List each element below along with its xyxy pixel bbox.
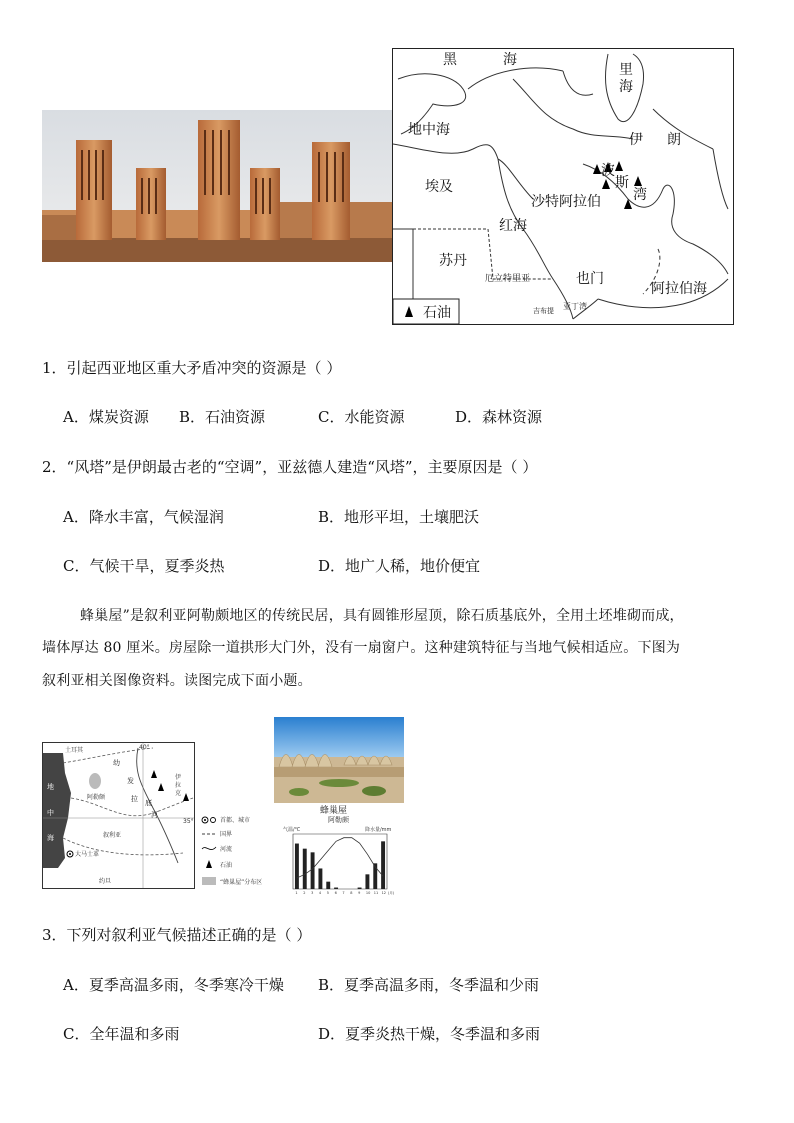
- syria-map-med-2: 中: [47, 809, 54, 817]
- syria-map-lon: 40°: [139, 744, 150, 751]
- legend-river-label: 河流: [220, 846, 233, 853]
- syria-map-iraq-3: 克: [175, 790, 182, 797]
- map-label-egypt: 埃及: [425, 179, 453, 195]
- q1-option-d[interactable]: D．森林资源: [455, 408, 543, 426]
- legend-beehive-label: “蜂巢屋”分布区: [220, 879, 263, 886]
- syria-map-damascus: 大马士革: [75, 851, 100, 858]
- map-label-black-sea-2: 海: [503, 52, 517, 68]
- syria-map-med-3: 海: [47, 834, 54, 842]
- syria-map-aleppo: 阿勒颇: [87, 794, 106, 801]
- map-label-iran-1: 伊: [629, 132, 643, 148]
- q3-option-a[interactable]: A．夏季高温多雨，冬季寒冷干燥: [63, 976, 284, 994]
- legend-border-label: 国界: [220, 831, 233, 838]
- map-label-gulf-2: 斯: [615, 175, 629, 191]
- month-tick-label: 3: [311, 891, 314, 895]
- map-label-black-sea-1: 黑: [443, 52, 457, 68]
- map-label-djibouti: 吉布提: [533, 307, 554, 315]
- precip-bar: [295, 844, 299, 889]
- map-label-saudi: 沙特阿拉伯: [531, 194, 601, 210]
- map-label-sudan: 苏丹: [439, 253, 467, 269]
- month-tick-label: 7: [342, 891, 345, 895]
- syria-map-syria: 叙利亚: [103, 832, 122, 839]
- precip-bar: [318, 868, 322, 889]
- chart-right-unit: 降水量/mm: [365, 827, 392, 833]
- q2-option-a[interactable]: A．降水丰富，气候湿润: [63, 508, 224, 526]
- month-tick-label: 5: [326, 891, 329, 895]
- windcatcher-photo: [42, 110, 392, 262]
- q3-option-b[interactable]: B．夏季高温多雨，冬季温和少雨: [318, 976, 540, 994]
- month-tick-label: 4: [318, 891, 322, 895]
- temperature-line: [297, 838, 383, 878]
- syria-map: [42, 742, 195, 889]
- q3-option-d[interactable]: D．夏季炎热干燥，冬季温和多雨: [318, 1025, 541, 1043]
- precip-bar: [381, 841, 385, 889]
- syria-map-iraq-2: 拉: [175, 782, 182, 789]
- map-label-yemen: 也门: [576, 271, 604, 287]
- q3-option-c[interactable]: C．全年温和多雨: [63, 1025, 180, 1043]
- syria-map-euphrates-3: 拉: [131, 795, 138, 803]
- map-label-arabian-sea: 阿拉伯海: [651, 281, 707, 297]
- legend-oil-icon: [206, 860, 212, 868]
- map-label-eritrea: 厄立特里亚: [485, 274, 531, 284]
- q2-option-d[interactable]: D．地广人稀，地价便宜: [318, 557, 481, 575]
- passage-line-2: 墙体厚达 80 厘米。房屋除一道拱形大门外，没有一扇窗户。这种建筑特征与当地气候相适应。下图为: [42, 640, 681, 656]
- chart-frame: [293, 834, 387, 889]
- precip-bar: [334, 888, 338, 889]
- syria-map-med-1: 地: [47, 783, 54, 791]
- syria-map-iraq-1: 伊: [175, 774, 182, 781]
- syria-map-euphrates-5: 河: [151, 811, 158, 819]
- precip-bar: [358, 888, 362, 889]
- map-label-gulf-3: 湾: [633, 187, 647, 203]
- month-tick-label: 8: [350, 891, 353, 895]
- map-label-gulf-1: 波: [601, 163, 615, 179]
- q2-stem: 2．“风塔”是伊朗最古老的“空调”，亚兹德人建造“风塔”，主要原因是（ ）: [42, 458, 538, 476]
- map-legend-oil: 石油: [423, 305, 451, 321]
- beehive-house-photo: [274, 717, 404, 803]
- precip-bar: [311, 852, 315, 889]
- syria-legend: [200, 814, 275, 892]
- syria-map-euphrates-1: 幼: [113, 759, 120, 767]
- chart-title: 阿勒颇: [328, 816, 349, 824]
- month-tick-label: 6: [334, 891, 337, 895]
- syria-map-turkey: 土耳其: [65, 747, 84, 754]
- precip-bar: [303, 849, 307, 889]
- beehive-caption: 蜂巢屋: [320, 806, 348, 816]
- syria-map-lat: 35°: [183, 818, 194, 825]
- q3-stem: 3．下列对叙利亚气候描述正确的是（ ）: [42, 926, 312, 944]
- west-asia-map: [392, 48, 734, 325]
- month-tick-label: 9: [358, 891, 361, 895]
- syria-map-jordan: 约旦: [99, 878, 112, 885]
- month-tick-label: 12: [381, 891, 387, 895]
- q1-option-c[interactable]: C．水能资源: [318, 408, 405, 426]
- q1-option-b[interactable]: B．石油资源: [179, 408, 266, 426]
- month-tick-label: 1: [295, 891, 298, 895]
- month-tick-label: 11: [373, 891, 379, 895]
- syria-map-euphrates-2: 发: [127, 777, 134, 785]
- month-tick-label: 2: [303, 891, 306, 895]
- passage-line-3: 叙利亚相关图像资料。读图完成下面小题。: [42, 673, 312, 689]
- map-label-aden: 亚丁湾: [563, 302, 587, 311]
- q1-option-a[interactable]: A．煤炭资源: [63, 408, 149, 426]
- passage-line-1: 蜂巢屋”是叙利亚阿勒颇地区的传统民居，具有圆锥形屋顶，除石质基底外，全用土坯堆砌而成，: [80, 608, 684, 624]
- map-label-red-sea: 红海: [499, 218, 527, 234]
- precip-bar: [326, 882, 330, 889]
- map-label-mediterranean: 地中海: [408, 122, 450, 138]
- q1-stem: 1．引起西亚地区重大矛盾冲突的资源是（ ）: [42, 359, 342, 377]
- map-label-caspian-2: 海: [619, 79, 633, 95]
- month-tick-label: 10: [365, 891, 371, 895]
- q2-option-b[interactable]: B．地形平坦，土壤肥沃: [318, 508, 480, 526]
- map-label-caspian-1: 里: [619, 62, 633, 78]
- legend-capital-label: 首都、城市: [220, 817, 251, 824]
- q2-option-c[interactable]: C．气候干旱，夏季炎热: [63, 557, 225, 575]
- legend-oil-label: 石油: [220, 862, 233, 869]
- syria-map-euphrates-4: 底: [145, 799, 152, 807]
- chart-left-unit: 气温/℃: [283, 827, 301, 833]
- precip-bar: [365, 874, 369, 889]
- climate-chart: [283, 814, 408, 896]
- x-axis-unit: (月): [388, 891, 395, 895]
- map-label-iran-2: 朗: [667, 132, 681, 148]
